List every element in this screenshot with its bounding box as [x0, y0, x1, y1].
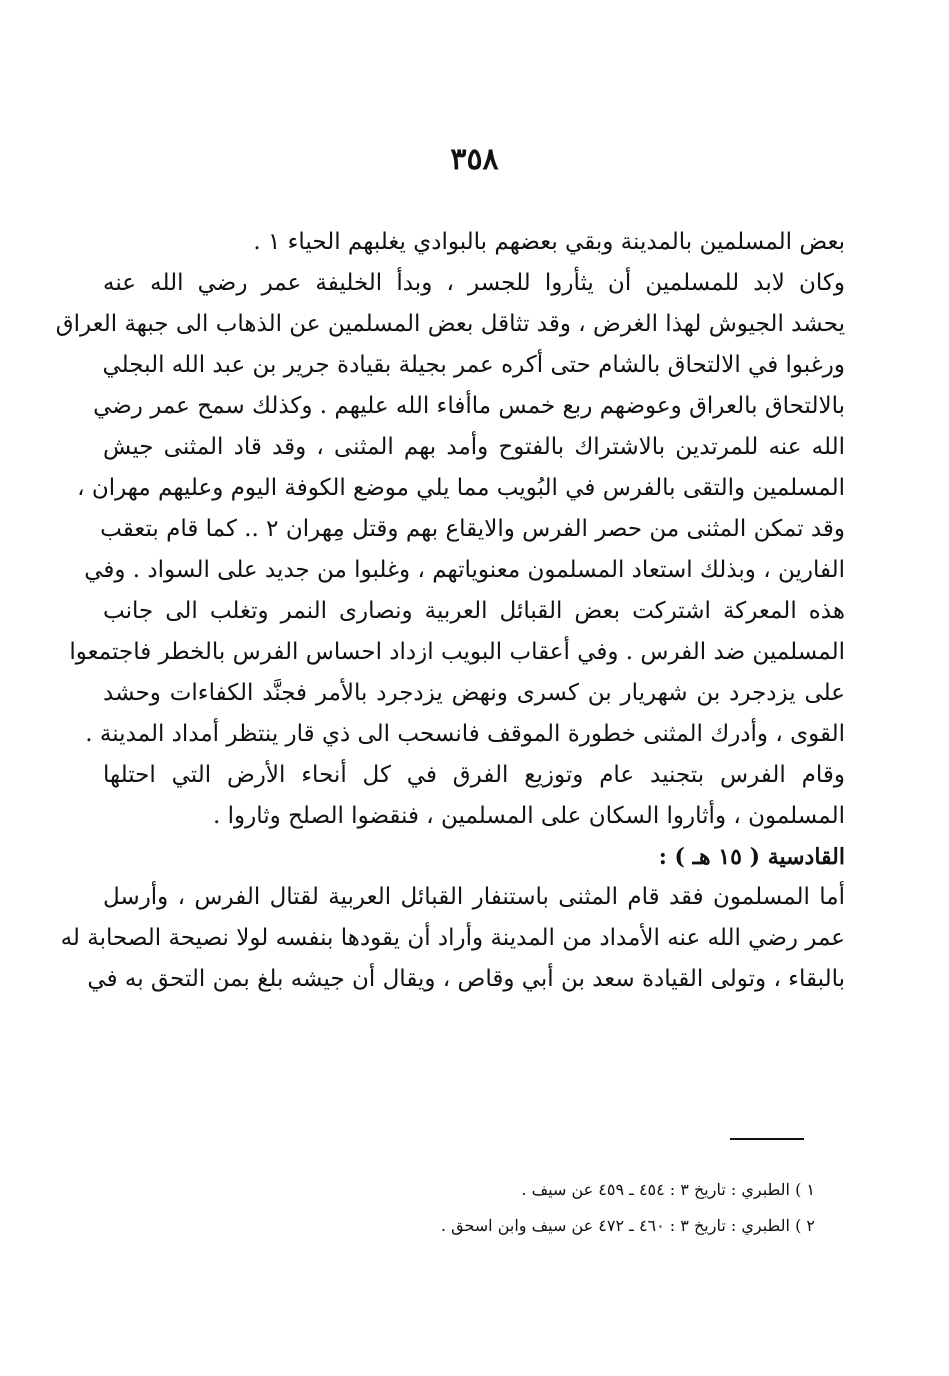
footnote-2: ٢ ) الطبري : تاريخ ٣ : ٤٦٠ ـ ٤٧٢ عن سيف وابن اسحق .	[440, 1216, 815, 1235]
footnote-divider	[730, 1138, 804, 1140]
section-heading-date: ( ١٥ هـ ) :	[658, 844, 761, 870]
footnotes	[115, 1172, 815, 1244]
text-line-18: بالبقاء ، وتولى القيادة سعد بن أبي وقاص ، ويقال أن جيشه بلغ بمن التحق به في	[87, 966, 845, 992]
text-line-1: بعض المسلمين بالمدينة وبقي بعضهم بالبوادي يغلبهم الحياء ١ .	[253, 229, 845, 255]
text-line-7: المسلمين والتقى بالفرس في البُويب مما يلي موضع الكوفة اليوم وعليهم مهران ،	[77, 475, 845, 501]
page-number: ٣٥٨	[450, 142, 499, 177]
text-line-4: ورغبوا في الالتحاق بالشام حتى أكره عمر بجيلة بقيادة جرير بن عبد الله البجلي	[102, 352, 845, 378]
section-heading-title: القادسية	[767, 844, 845, 870]
text-line-9: الفارين ، وبذلك استعاد المسلمون معنوياتهم ، وغلبوا من جديد على السواد . وفي	[84, 557, 845, 583]
text-line-8: وقد تمكن المثنى من حصر الفرس والايقاع بهم وقتل مِهران ٢ .. كما قام بتعقب	[100, 516, 845, 542]
text-line-13: القوى ، وأدرك المثنى خطورة الموقف فانسحب الى ذي قار ينتظر أمداد المدينة .	[85, 721, 845, 747]
text-line-5: بالالتحاق بالعراق وعوضهم ربع خمس ماأفاء الله عليهم . وكذلك سمح عمر رضي	[93, 393, 845, 419]
text-line-11: المسلمين ضد الفرس . وفي أعقاب البويب ازداد احساس الفرس بالخطر فاجتمعوا	[69, 639, 845, 665]
text-line-2: وكان لابد للمسلمين أن يثأروا للجسر ، وبدأ الخليفة عمر رضي الله عنه	[103, 270, 845, 296]
text-line-12: على يزدجرد بن شهريار بن كسرى ونهض يزدجرد بالأمر فجنَّد الكفاءات وحشد	[103, 680, 845, 706]
text-line-3: يحشد الجيوش لهذا الغرض ، وقد تثاقل بعض المسلمين عن الذهاب الى جبهة العراق	[55, 311, 845, 337]
text-line-15: المسلمون ، وأثاروا السكان على المسلمين ، فنقضوا الصلح وثاروا .	[213, 803, 845, 829]
section-heading	[103, 837, 845, 877]
text-line-14: وقام الفرس بتجنيد عام وتوزيع الفرق في كل أنحاء الأرض التي احتلها	[103, 762, 845, 788]
text-line-17: عمر رضي الله عنه الأمداد من المدينة وأراد أن يقودها بنفسه لولا نصيحة الصحابة له	[60, 925, 845, 951]
footnote-1: ١ ) الطبري : تاريخ ٣ : ٤٥٤ ـ ٤٥٩ عن سيف .	[521, 1180, 815, 1199]
text-line-10: هذه المعركة اشتركت بعض القبائل العربية ونصارى النمر وتغلب الى جانب	[103, 598, 845, 624]
text-line-6: الله عنه للمرتدين بالاشتراك بالفتوح وأمد بهم المثنى ، وقد قاد المثنى جيش	[103, 434, 845, 460]
body-text	[55, 222, 845, 1000]
text-line-16: أما المسلمون فقد قام المثنى باستنفار القبائل العربية لقتال الفرس ، وأرسل	[103, 884, 845, 910]
